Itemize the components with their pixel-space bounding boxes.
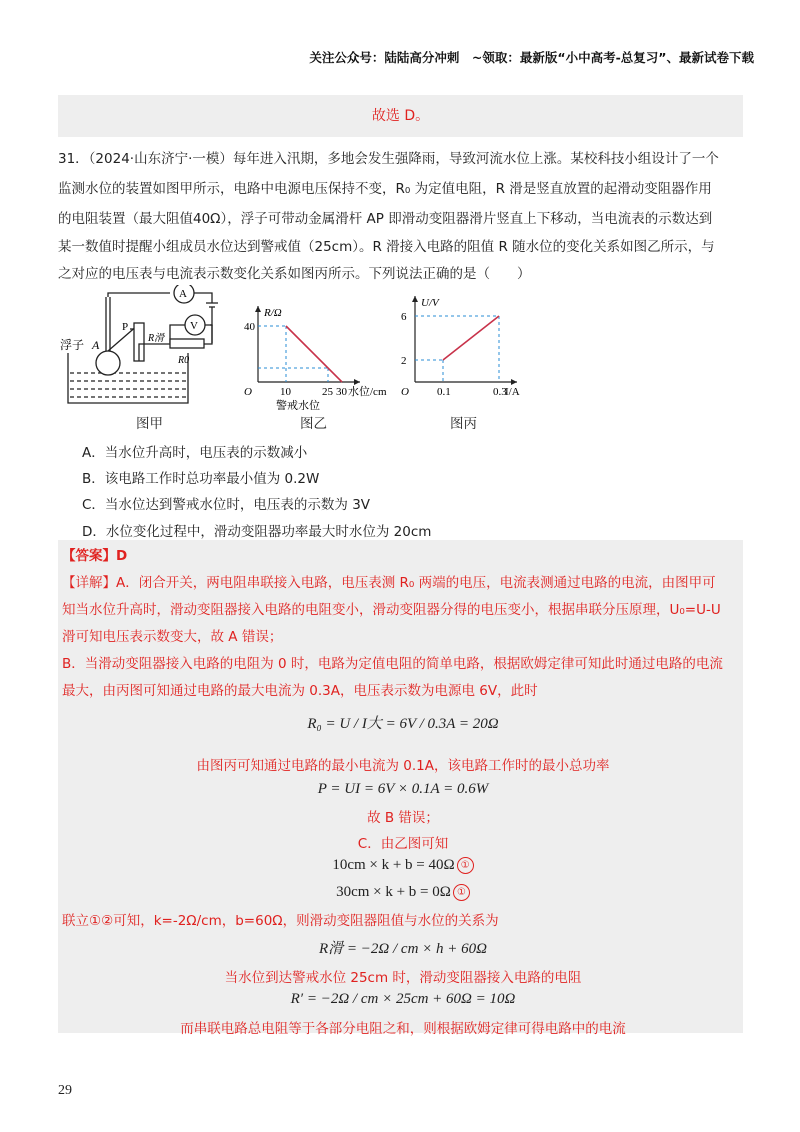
option-b: B．该电路工作时总功率最小值为 0.2W xyxy=(82,471,320,487)
equation-r-prime: R′ = −2Ω / cm × 25cm + 60Ω = 10Ω xyxy=(290,991,516,1007)
option-c: C．当水位达到警戒水位时，电压表的示数为 3V xyxy=(82,497,371,513)
figure-bing-chart xyxy=(395,285,545,410)
equation-3-row xyxy=(58,857,748,874)
page-header: 关注公众号：陆陆高分冲刺 ~领取：最新版“小中高考-总复习”、最新试卷下载 xyxy=(309,50,754,65)
option-a: A．当水位升高时，电压表的示数减小 xyxy=(82,445,308,461)
x-axis-label: I/A xyxy=(505,386,520,398)
label-rh: R滑 xyxy=(148,333,165,344)
figure-jia-circuit xyxy=(60,285,240,410)
warning-level-label: 警戒水位 xyxy=(276,399,320,410)
series-line xyxy=(443,316,499,360)
detail-line-4: B．当滑动变阻器接入电路的电阻为 0 时，电路为定值电阻的简单电路，根据欧姆定律可知此时通过电路的电流 xyxy=(62,656,723,672)
page-number: 29 xyxy=(58,1083,72,1098)
c-intro-line: C．由乙图可知 xyxy=(357,836,449,852)
y-axis-arrow xyxy=(412,296,418,302)
y-axis-arrow xyxy=(255,306,261,312)
y-tick-label: 2 xyxy=(401,355,407,367)
prev-answer-band xyxy=(58,95,743,137)
equation-rh: R滑 = −2Ω / cm × h + 60Ω xyxy=(318,941,487,957)
last-line: 而串联电路总电阻等于各部分电阻之和，则根据欧姆定律可得电路中的电流 xyxy=(180,1021,626,1037)
equation-4: 30cm × k + b = 0Ω xyxy=(336,884,451,900)
label-p: P xyxy=(122,321,129,333)
label-a: A xyxy=(92,338,100,352)
y-tick-label: 6 xyxy=(401,311,407,323)
figure-bing-caption: 图丙 xyxy=(450,416,477,432)
series-line xyxy=(286,326,342,382)
y-tick-label: 40 xyxy=(244,321,255,333)
figure-yi-caption: 图乙 xyxy=(300,416,327,432)
y-axis-label: R/Ω xyxy=(264,307,282,319)
option-d: D．水位变化过程中，滑动变阻器功率最大时水位为 20cm xyxy=(82,524,432,540)
x-tick-label: 30 xyxy=(336,386,347,398)
combine-line: 联立①②可知，k=-2Ω/cm，b=60Ω，则滑动变阻器阻值与水位的关系为 xyxy=(62,913,499,929)
detail-line-3: 滑可知电压表示数变大，故 A 错误； xyxy=(62,629,283,645)
min-current-line: 由图丙可知通过电路的最小电流为 0.1A，该电路工作时的最小总功率 xyxy=(196,758,610,774)
x-tick-label: 10 xyxy=(280,386,291,398)
label-voltmeter: V xyxy=(190,320,198,332)
prev-answer-text: 故选 D。 xyxy=(371,108,430,124)
circle-mark-1: ① xyxy=(457,857,474,874)
equation-power: P = UI = 6V × 0.1A = 0.6W xyxy=(317,781,489,797)
equation-3: 10cm × k + b = 40Ω xyxy=(332,857,455,873)
question-line-1: 31．（2024·山东济宁·一模）每年进入汛期，多地会发生强降雨，导致河流水位上涨。某校科技小组设计了一个 xyxy=(58,151,719,167)
circle-mark-2: ① xyxy=(453,884,470,901)
x-tick-label: 0.1 xyxy=(437,386,451,398)
question-line-3: 的电阻装置（最大阻值40Ω），浮子可带动金属滑杆 AP 即滑动变阻器滑片竖直上下移动，当电流表的示数达到 xyxy=(58,211,713,227)
x-axis-arrow xyxy=(511,379,517,385)
label-r0: R0 xyxy=(178,355,190,366)
x-axis-arrow xyxy=(354,379,360,385)
detail-line-2: 知当水位升高时，滑动变阻器接入电路的电阻变小，滑动变阻器分得的电压变小，根据串联分压原理，U₀=U-U xyxy=(62,602,721,618)
origin-label: O xyxy=(401,386,409,398)
origin-label: O xyxy=(244,386,252,398)
detail-line-1: 【详解】A．闭合开关，两电阻串联接入电路，电压表测 R₀ 两端的电压，电流表测通过电路的电流，由图甲可 xyxy=(62,575,716,591)
question-line-4: 某一数值时提醒小组成员水位达到警戒值（25cm）。R 滑接入电路的阻值 R 随水位的变化关系如图乙所示，与 xyxy=(58,239,715,255)
question-line-2: 监测水位的装置如图甲所示，电路中电源电压保持不变，R₀ 为定值电阻，R 滑是竖直放置的起滑动变阻器作用 xyxy=(58,181,712,197)
x-tick-label: 25 xyxy=(322,386,333,398)
equation-r0: R₀ = U / I大 = 6V / 0.3A = 20Ω xyxy=(307,716,499,732)
x-axis-label: 水位/cm xyxy=(348,386,387,398)
answer-label: 【答案】D xyxy=(62,548,128,564)
label-float: 浮子 xyxy=(60,338,85,352)
figure-yi-chart xyxy=(240,285,400,410)
label-ammeter: A xyxy=(179,288,187,300)
x-tick-label: 0.3 xyxy=(493,386,507,398)
question-line-5: 之对应的电压表与电流表示数变化关系如图丙所示。下列说法正确的是（ ） xyxy=(58,266,531,282)
equation-4-row xyxy=(58,884,748,901)
y-axis-label: U/V xyxy=(421,297,439,309)
b-wrong-line: 故 B 错误； xyxy=(367,810,439,826)
detail-line-5: 最大，由丙图可知通过电路的最大电流为 0.3A，电压表示数为电源电 6V，此时 xyxy=(62,683,538,699)
warn-line: 当水位到达警戒水位 25cm 时，滑动变阻器接入电路的电阻 xyxy=(224,970,582,986)
figure-jia-caption: 图甲 xyxy=(136,416,163,432)
